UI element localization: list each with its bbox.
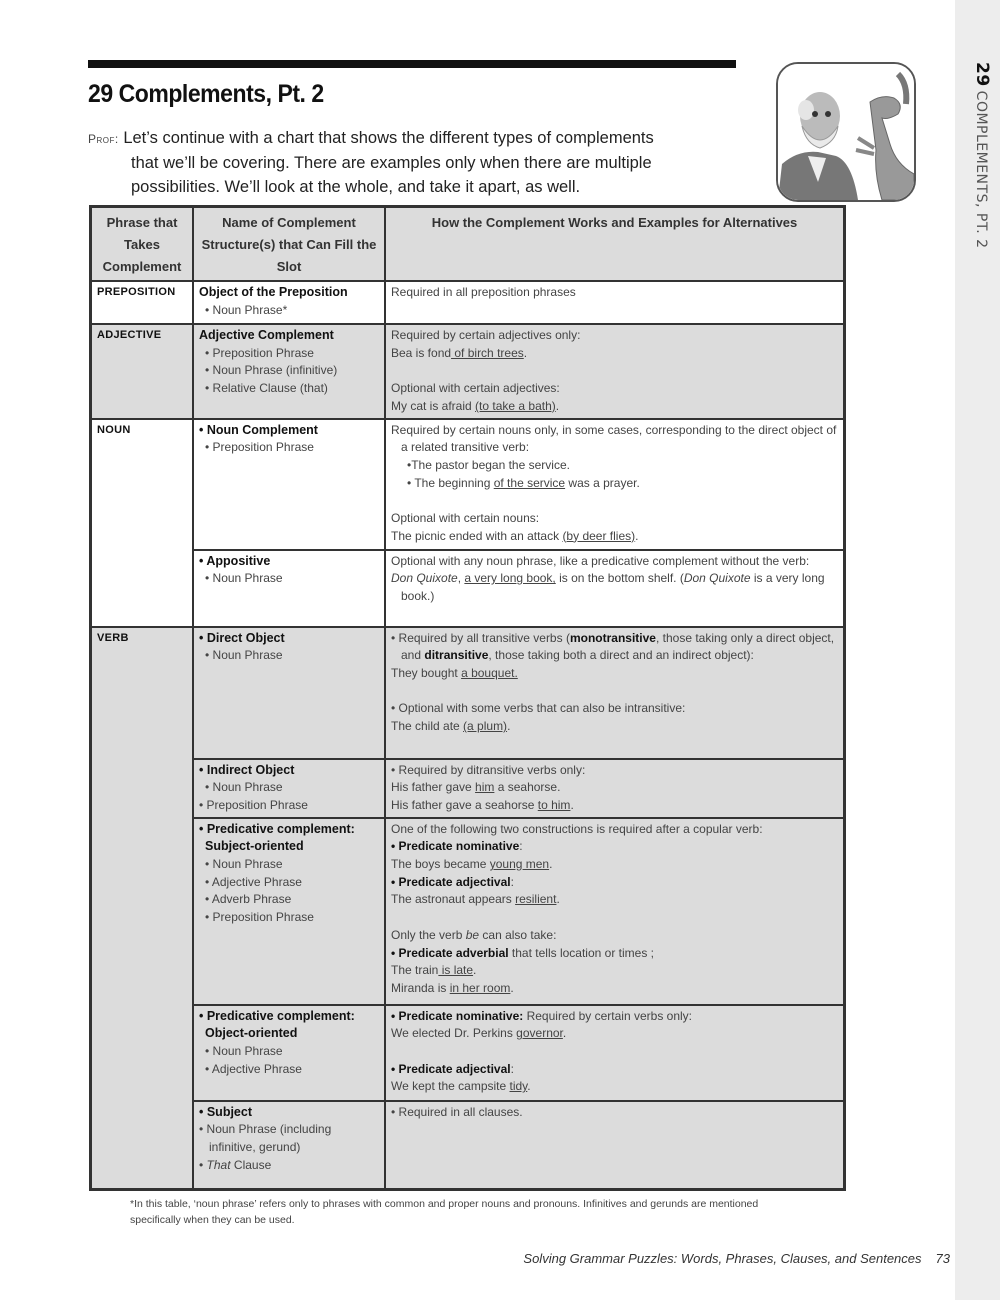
chapter-number: 29: [972, 62, 992, 87]
complement-name: • Direct Object: [199, 630, 285, 645]
how-text: [391, 927, 838, 945]
table-row-indirect-object: [91, 759, 845, 818]
complement-subname: Subject-oriented: [205, 839, 304, 854]
complement-name: • Indirect Object: [199, 762, 295, 777]
structure-cell: [193, 550, 385, 627]
complement-name: • Noun Complement: [199, 422, 318, 437]
term-bold: • Predicate adjectival: [391, 874, 511, 889]
complement-name: • Appositive: [199, 553, 271, 568]
chapter-side-title: COMPLEMENTS, PT. 2: [973, 90, 989, 249]
intro-line: possibilities. We’ll look at the whole, and take it apart, as well.: [131, 178, 581, 196]
how-text: • Optional with some verbs that can also be intransitive:: [391, 701, 686, 716]
underlined-complement: governor: [516, 1026, 563, 1041]
how-text-part: , those taking only a direct object, and: [401, 630, 835, 663]
underlined-complement: young men: [489, 857, 550, 872]
how-text-part: :: [519, 839, 523, 854]
underlined-complement: resilient: [515, 892, 557, 907]
intro-paragraph: [88, 126, 748, 199]
example-text: We elected Dr. Perkins: [391, 1026, 517, 1041]
structure-italic: That: [206, 1157, 231, 1172]
example-sentence: [391, 665, 838, 683]
structure-item: • Preposition Phrase: [205, 345, 314, 360]
example-text: His father gave a seahorse: [391, 797, 538, 812]
example-sentence: [391, 345, 838, 363]
spacer: [391, 362, 838, 380]
spacer: [391, 492, 838, 510]
example-sentence: [391, 1025, 838, 1043]
example-text: .: [570, 797, 574, 812]
how-text-part: that tells location or times ;: [508, 945, 654, 960]
underlined-complement: a very long book,: [464, 571, 556, 586]
structure-item: • Noun Phrase: [205, 780, 283, 795]
underlined-complement: a bouquet.: [461, 665, 518, 680]
example-text: We kept the campsite: [391, 1079, 510, 1094]
how-text: Optional with certain nouns:: [391, 511, 540, 525]
structure-cell: [193, 324, 385, 419]
complement-name: Object of the Preposition: [199, 285, 348, 299]
complement-name: Adjective Complement: [199, 328, 334, 342]
phrase-cell: NOUN: [91, 419, 194, 627]
example-sentence: [391, 856, 838, 874]
intro-line: that we’ll be covering. There are examples only when there are multiple: [131, 154, 652, 172]
example-text: is on the bottom shelf. (: [555, 571, 684, 586]
example-text: The boys became: [391, 857, 490, 872]
how-cell: [385, 550, 845, 627]
column-header-how: How the Complement Works and Examples for Alternatives: [385, 207, 845, 282]
example-sentence: [391, 797, 838, 815]
structure-item: • Preposition Phrase: [199, 797, 308, 812]
table-row-adjective: [91, 324, 845, 419]
example-text: Bea is fond: [391, 345, 452, 360]
underlined-complement: in her room: [449, 980, 511, 995]
structure-item: • Preposition Phrase: [205, 910, 314, 925]
example-text: The train: [391, 963, 439, 978]
phrase-cell: VERB: [91, 627, 194, 1190]
structure-item: • Relative Clause (that): [205, 381, 328, 396]
table-row-predicative-object: [91, 1005, 845, 1101]
example-text: ,: [457, 571, 465, 586]
how-text: • Required in all clauses.: [391, 1104, 523, 1119]
example-title: Don Quixote: [391, 571, 458, 586]
table-header-row: [91, 207, 845, 282]
table-row-appositive: [91, 550, 845, 627]
speaker-label: Prof:: [88, 132, 119, 146]
example-text: .: [562, 1026, 567, 1041]
spacer: [391, 1043, 838, 1061]
example-text: .: [549, 857, 553, 872]
header-rule: [88, 60, 736, 68]
term-bold: ditransitive: [424, 648, 489, 663]
how-text: • Required by ditransitive verbs only:: [391, 762, 586, 777]
book-title: Solving Grammar Puzzles: Words, Phrases, Clauses, and Sentences: [523, 1251, 922, 1266]
term-line: [391, 945, 838, 963]
underlined-complement: (a plum): [463, 719, 508, 733]
example-text: • The beginning: [407, 475, 494, 490]
how-text-part: Required by certain verbs only:: [523, 1008, 692, 1023]
how-text-part: :: [510, 1061, 514, 1076]
term-line: [391, 838, 838, 856]
how-text-part: Only the verb: [391, 927, 466, 942]
example-sentence: [391, 980, 838, 998]
structure-item: • Noun Phrase (infinitive): [205, 363, 338, 378]
term-line: [391, 874, 838, 892]
term-bold: • Predicate nominative:: [391, 1008, 524, 1023]
table-row-subject: [91, 1101, 845, 1190]
structure-cell: [193, 1005, 385, 1101]
verb-italic: be: [465, 927, 480, 942]
how-text-part: • Required by all transitive verbs (: [391, 630, 570, 645]
complement-name: • Subject: [199, 1104, 252, 1119]
example-text: My cat is afraid: [391, 398, 476, 413]
structure-cell: [193, 281, 385, 324]
structure-item: • Adjective Phrase: [205, 874, 302, 889]
example-sentence: [391, 962, 838, 980]
how-text: Required in all preposition phrases: [391, 285, 576, 299]
underlined-complement: (to take a bath): [475, 398, 556, 413]
structure-item: • Noun Phrase: [205, 1044, 283, 1059]
how-text-part: , those taking both a direct and an indirect object):: [488, 648, 754, 663]
example-text: They bought: [391, 665, 462, 680]
example-bullet: •The pastor began the service.: [407, 457, 570, 472]
example-text: .: [473, 963, 477, 978]
structure-item: • Noun Phrase: [205, 571, 283, 586]
how-text: Optional with any noun phrase, like a predicative complement without the verb:: [391, 553, 810, 568]
how-text: [391, 630, 838, 665]
underlined-complement: tidy: [509, 1079, 528, 1094]
underlined-complement: of the service: [493, 475, 566, 490]
underlined-complement: is late: [438, 963, 474, 978]
chapter-side-label: [962, 62, 992, 262]
term-bold: • Predicate adjectival: [391, 1061, 511, 1076]
example-text: .: [527, 1079, 531, 1094]
structure-item: • That Clause: [199, 1157, 272, 1172]
how-text: Optional with certain adjectives:: [391, 381, 560, 396]
how-cell: [385, 818, 845, 1005]
phrase-cell: ADJECTIVE: [91, 324, 194, 419]
spacer: [391, 909, 838, 927]
page-number: 73: [935, 1251, 950, 1266]
example-bullet: [391, 475, 838, 493]
term-bold: • Predicate nominative: [391, 839, 520, 854]
table-footnote: *In this table, ‘noun phrase’ refers only to phrases with common and proper nouns and pronouns. Infinitives and gerunds are mentioned specifically when they can be used.: [130, 1198, 759, 1226]
structure-cell: [193, 419, 385, 550]
column-header-structures: Name of Complement Structure(s) that Can Fill the Slot: [193, 207, 385, 282]
how-cell: [385, 759, 845, 818]
complement-name: • Predicative complement:: [199, 821, 355, 836]
example-text: is a very long book.): [401, 571, 825, 603]
example-title: Don Quixote: [683, 571, 751, 586]
structure-item: • Noun Phrase (including infinitive, gerund): [199, 1122, 332, 1155]
how-cell: [385, 1101, 845, 1190]
example-sentence: [391, 1078, 838, 1096]
how-cell: [385, 627, 845, 759]
intro-line: Let’s continue with a chart that shows the different types of complements: [123, 129, 654, 147]
term-bold: monotransitive: [569, 630, 656, 645]
table-row-preposition: [91, 281, 845, 324]
underlined-complement: of birch trees: [451, 345, 524, 360]
structure-item: • Noun Phrase: [205, 857, 283, 872]
structure-text: Clause: [230, 1157, 272, 1172]
underlined-complement: him: [475, 780, 495, 795]
how-text: One of the following two constructions is required after a copular verb:: [391, 821, 763, 836]
table-row-direct-object: [91, 627, 845, 759]
complements-table: [89, 205, 846, 1191]
structure-cell: [193, 818, 385, 1005]
example-sentence: [391, 779, 838, 797]
professor-illustration: [776, 62, 916, 202]
example-sentence: [391, 718, 838, 736]
how-text-part: can also take:: [479, 927, 557, 942]
structure-item: • Preposition Phrase: [205, 440, 314, 455]
example-text: .: [556, 892, 560, 907]
how-text: Required by certain nouns only, in some cases, corresponding to the direct object of a related transitive verb:: [391, 422, 837, 455]
example-text: .: [635, 528, 639, 543]
structure-item: • Noun Phrase: [205, 648, 283, 663]
table-row-predicative-subject: [91, 818, 845, 1005]
example-text: .: [555, 398, 560, 413]
example-text: The astronaut appears: [391, 892, 516, 907]
professor-dinosaur-icon: [778, 64, 914, 200]
underlined-complement: (by deer flies): [562, 528, 636, 543]
spacer: [391, 683, 838, 701]
example-sentence: [391, 398, 838, 416]
example-text: .: [523, 345, 528, 360]
page-title: 29 Complements, Pt. 2: [88, 80, 324, 108]
how-cell: [385, 1005, 845, 1101]
example-text: a seahorse.: [494, 780, 561, 795]
structure-item: • Adverb Phrase: [205, 892, 292, 907]
underlined-complement: to him: [537, 797, 571, 812]
term-line: [391, 1008, 838, 1026]
how-cell: [385, 419, 845, 550]
structure-item: • Adjective Phrase: [205, 1061, 302, 1076]
table-row-noun-complement: [91, 419, 845, 550]
column-header-phrase: Phrase that Takes Complement: [91, 207, 194, 282]
phrase-cell: PREPOSITION: [91, 281, 194, 324]
how-cell: [385, 324, 845, 419]
example-text: .: [510, 980, 514, 995]
example-sentence: [391, 891, 838, 909]
example-text: was a prayer.: [565, 475, 640, 490]
example-text: Miranda is: [391, 980, 450, 995]
complement-subname: Object-oriented: [205, 1026, 298, 1041]
example-text: His father gave: [391, 780, 476, 795]
how-text: Required by certain adjectives only:: [391, 328, 581, 342]
complement-name: • Predicative complement:: [199, 1008, 355, 1023]
example-text: .: [507, 719, 511, 733]
term-line: [391, 1061, 838, 1079]
structure-item: • Noun Phrase*: [205, 302, 288, 317]
how-cell: [385, 281, 845, 324]
how-text-part: :: [510, 874, 514, 889]
example-text: The child ate: [391, 719, 464, 733]
example-sentence: [391, 528, 838, 546]
example-sentence: [391, 570, 838, 605]
structure-cell: [193, 1101, 385, 1190]
structure-cell: [193, 759, 385, 818]
term-bold: • Predicate adverbial: [391, 945, 509, 960]
structure-cell: [193, 627, 385, 759]
example-text: The picnic ended with an attack: [391, 528, 563, 543]
page-footer: [523, 1251, 950, 1266]
